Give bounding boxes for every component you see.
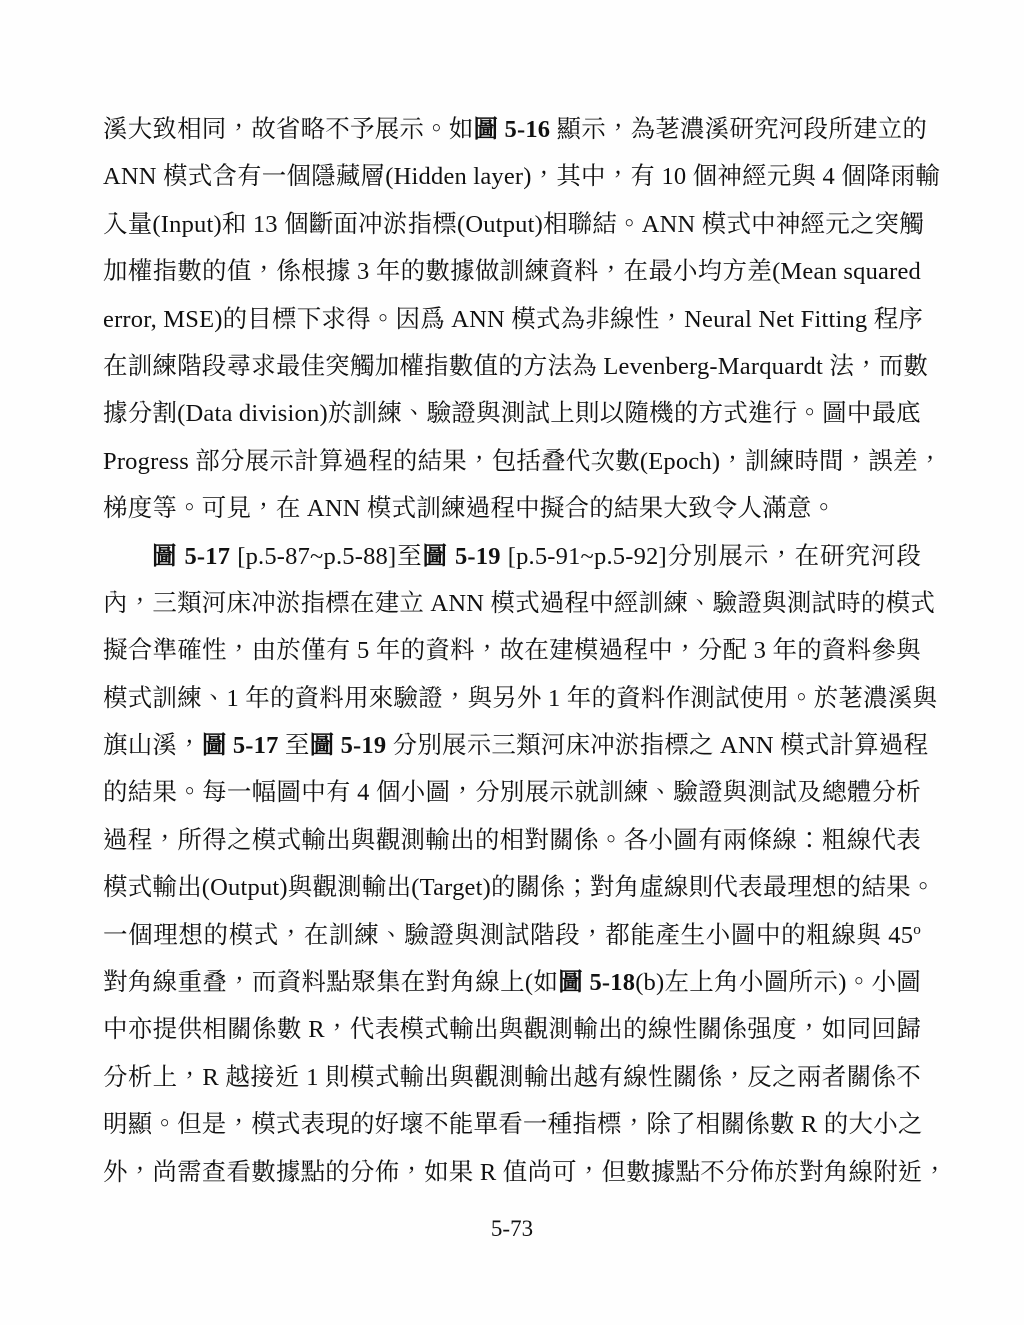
text-segment: (b)左上角小圖所示)。小圖	[635, 969, 922, 997]
text-line	[103, 864, 936, 911]
text-line	[103, 959, 921, 1006]
text-segment: [p.5-87~p.5-88]至	[230, 542, 423, 570]
text-segment: o	[913, 920, 921, 938]
text-segment: 對角線重叠，而資料點聚集在對角線上(如	[103, 969, 559, 997]
text-line	[103, 722, 929, 769]
text-segment: ANN 模式含有一個隱藏層(Hidden layer)，其中，有 10 個神經元與 4 個降雨輸	[103, 163, 941, 191]
text-segment: 外，尚需查看數據點的分佈，如果 R 值尚可，但數據點不分佈於對角線附近，	[103, 1158, 948, 1186]
text-segment: 擬合準確性，由於僅有 5 年的資料，故在建模過程中，分配 3 年的資料參與	[103, 637, 921, 665]
text-line	[103, 390, 921, 437]
text-segment: 梯度等。可見，在 ANN 模式訓練過程中擬合的結果大致令人滿意。	[103, 495, 837, 523]
text-line	[103, 343, 929, 390]
text-line	[103, 485, 921, 532]
text-line	[103, 817, 921, 864]
text-segment: 至	[278, 732, 310, 760]
text-line	[103, 438, 943, 485]
text-segment: Progress 部分展示計算過程的結果，包括叠代次數(Epoch)，訓練時間，誤差，	[103, 447, 943, 475]
text-line	[103, 533, 921, 580]
text-segment: error, MSE)的目標下求得。因爲 ANN 模式為非線性，Neural Net Fitting 程序	[103, 305, 924, 333]
text-line	[103, 153, 941, 200]
text-segment: 入量(Input)和 13 個斷面冲淤指標(Output)相聯結。ANN 模式中神經元之突觸	[103, 210, 925, 238]
figure-reference: 圖 5-18	[558, 969, 636, 997]
text-segment: 模式輸出(Output)與觀測輸出(Target)的關係；對角虛線則代表最理想的結果。	[103, 874, 936, 902]
text-line	[103, 675, 938, 722]
text-segment: 明顯。但是，模式表現的好壞不能單看一種指標，除了相關係數 R 的大小之	[103, 1111, 923, 1139]
text-segment: 據分割(Data division)於訓練、驗證與測試上則以隨機的方式進行。圖中最底	[103, 400, 921, 428]
text-line	[103, 912, 921, 959]
text-segment: 顯示，為荖濃溪研究河段所建立的	[550, 116, 928, 143]
text-segment: 加權指數的值，係根據 3 年的數據做訓練資料，在最小均方差(Mean squared	[103, 258, 921, 286]
text-segment: 旗山溪，	[103, 732, 202, 760]
text-line	[103, 248, 921, 295]
text-line	[103, 1149, 948, 1196]
text-segment: [p.5-91~p.5-92]分別展示，在研究河段	[500, 542, 922, 570]
text-line	[103, 1006, 921, 1053]
figure-reference: 圖 5-19	[309, 732, 387, 760]
text-segment: 分別展示三類河床冲淤指標之 ANN 模式計算過程	[386, 732, 929, 760]
figure-reference: 圖 5-19	[422, 542, 501, 570]
text-line	[103, 1101, 921, 1148]
body-text	[103, 106, 948, 1196]
text-line	[103, 627, 921, 674]
text-segment: 過程，所得之模式輸出與觀測輸出的相對關係。各小圖有兩條線：粗線代表	[103, 826, 921, 854]
text-line	[103, 769, 921, 816]
text-segment: 內，三類河床冲淤指標在建立 ANN 模式過程中經訓練、驗證與測試時的模式	[103, 589, 936, 617]
text-segment: 一個理想的模式，在訓練、驗證與測試階段，都能產生小圖中的粗線與 45	[103, 921, 914, 949]
text-segment: 在訓練階段尋求最佳突觸加權指數值的方法為 Levenberg-Marquardt 法，而數	[103, 352, 929, 380]
text-segment: 的結果。每一幅圖中有 4 個小圖，分別展示就訓練、驗證與測試及總體分析	[103, 779, 921, 807]
text-segment: 模式訓練、1 年的資料用來驗證，與另外 1 年的資料作測試使用。於荖濃溪與	[103, 684, 938, 712]
text-line	[103, 1054, 921, 1101]
page-number: 5-73	[490, 1216, 534, 1241]
text-line	[103, 296, 924, 343]
text-segment: 分析上，R 越接近 1 則模式輸出與觀測輸出越有線性關係，反之兩者關係不	[103, 1063, 921, 1091]
text-line	[103, 580, 936, 627]
text-line	[103, 106, 928, 153]
figure-reference: 圖 5-17	[152, 542, 231, 570]
text-line	[103, 201, 925, 248]
figure-reference: 圖 5-17	[201, 732, 279, 760]
figure-reference: 圖 5-16	[473, 116, 551, 143]
text-segment: 中亦提供相關係數 R，代表模式輸出與觀測輸出的線性關係强度，如同回歸	[103, 1016, 921, 1044]
text-segment: 溪大致相同，故省略不予展示。如	[103, 116, 474, 143]
